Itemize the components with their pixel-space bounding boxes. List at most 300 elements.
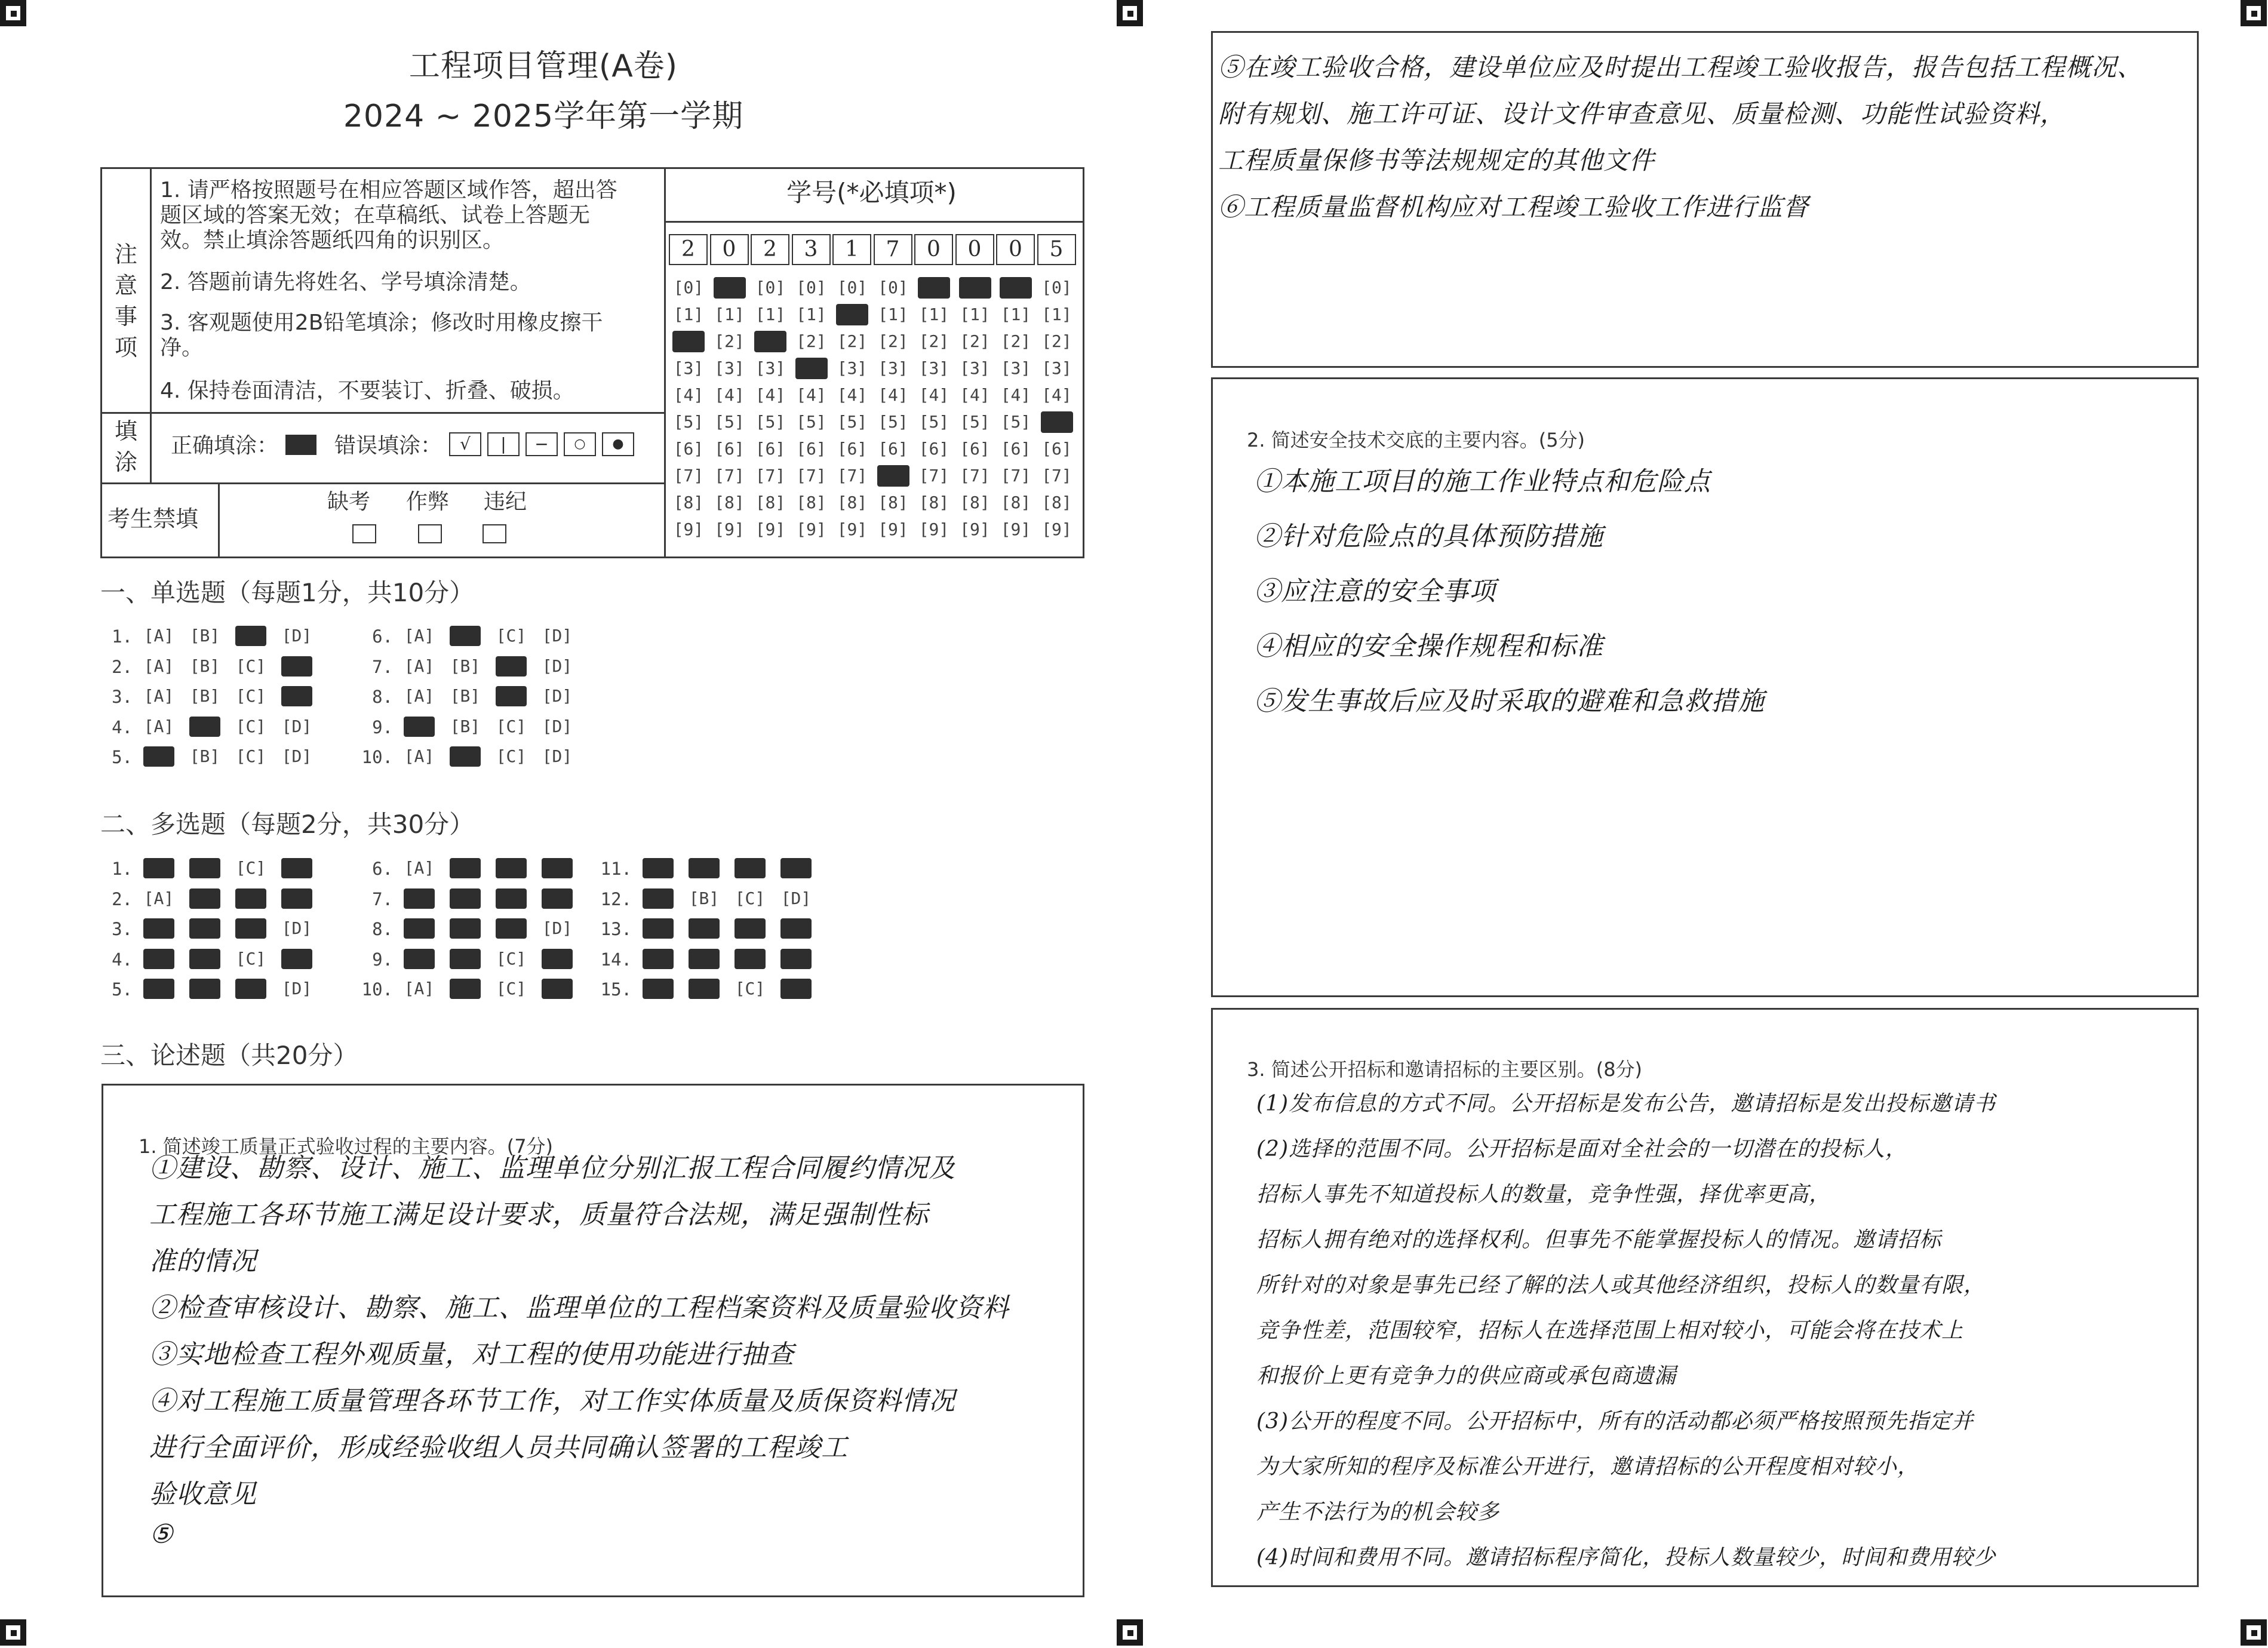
multi_choice-q10-option-c[interactable]: [C]: [496, 979, 527, 998]
id-bubble-col4-7[interactable]: [7]: [837, 466, 868, 485]
multi_choice-q15-option-b[interactable]: [689, 979, 720, 999]
q1-lines-line-6: ④对工程施工质量管理各环节工作，对工作实体质量及质保资料情况: [149, 1386, 955, 1416]
single_choice-q7-option-c[interactable]: [496, 656, 527, 677]
id-bubble-col1-7[interactable]: [7]: [714, 466, 745, 485]
id-bubble-col3-3[interactable]: [795, 358, 828, 379]
id-bubble-col8-2[interactable]: [2]: [1000, 331, 1031, 351]
multi_choice-q5-option-b[interactable]: [189, 979, 220, 999]
single_choice-q8-option-c[interactable]: [496, 686, 527, 706]
id-bubble-col3-7[interactable]: [7]: [796, 466, 826, 485]
multi_choice-q4-number: 4.: [112, 949, 133, 970]
id-bubble-col2-5[interactable]: [5]: [755, 412, 786, 432]
single_choice-q8-option-d[interactable]: [D]: [542, 686, 573, 706]
absent-checkbox[interactable]: [352, 524, 376, 543]
wrong-mark-circle: ○: [564, 432, 596, 456]
id-bubble-col9-7[interactable]: [7]: [1041, 466, 1072, 485]
single_choice-q3-number: 3.: [112, 687, 133, 707]
id-bubble-col2-3[interactable]: [3]: [755, 358, 786, 378]
id-bubble-col6-8[interactable]: [8]: [918, 493, 949, 512]
forbidden-label: 考生禁填: [107, 506, 199, 532]
id-bubble-col3-1[interactable]: [1]: [796, 305, 826, 324]
id-bubble-col3-4[interactable]: [4]: [796, 385, 826, 405]
corner-mark-bottom-left: [0, 1619, 26, 1646]
id-bubble-col9-9[interactable]: [9]: [1041, 519, 1072, 539]
single_choice-q2-number: 2.: [112, 656, 133, 677]
single_choice-q6-option-d[interactable]: [D]: [542, 626, 573, 645]
id-bubble-col2-8[interactable]: [8]: [755, 493, 786, 512]
q1-lines-line-9: ⑤: [149, 1519, 174, 1549]
fill-correct-label: 正确填涂：: [171, 433, 279, 458]
q3-lines-line-5: 所针对的对象是事先已经了解的法人或其他经济组织，投标人的数量有限，: [1256, 1273, 1986, 1298]
multi_choice-q6-number: 6.: [372, 859, 393, 879]
single_choice-q7-number: 7.: [372, 656, 393, 677]
multi_choice-q14-option-d[interactable]: [780, 949, 812, 969]
notice-item-3: 3. 客观题使用2B铅笔填涂；修改时用橡皮擦干净。: [160, 310, 603, 360]
essay-title: 三、论述题（共20分）: [100, 1041, 358, 1070]
single_choice-q10-number: 10.: [361, 747, 393, 767]
multi_choice-q15-option-c[interactable]: [C]: [735, 979, 766, 998]
single_choice-q9-option-c[interactable]: [C]: [496, 716, 527, 736]
id-bubble-col5-6[interactable]: [6]: [878, 439, 908, 459]
q1c-lines-line-4: ⑥工程质量监督机构应对工程竣工验收工作进行监督: [1218, 192, 1809, 222]
id-bubble-col9-0[interactable]: [0]: [1041, 278, 1072, 297]
id-bubble-col0-3[interactable]: [3]: [673, 358, 704, 378]
single_choice-q9-option-d[interactable]: [D]: [542, 716, 573, 736]
id-bubble-col2-2[interactable]: [754, 331, 786, 352]
id-bubble-col3-2[interactable]: [2]: [796, 331, 826, 351]
multi_choice-q1-option-c[interactable]: [C]: [235, 858, 266, 878]
multi_choice-q12-number: 12.: [600, 888, 632, 909]
multi_choice-q12-option-c[interactable]: [C]: [735, 888, 766, 908]
multi_choice-q8-option-b[interactable]: [450, 918, 481, 939]
multi_choice-q10-option-a[interactable]: [A]: [404, 979, 435, 998]
single_choice-q8-number: 8.: [372, 687, 393, 707]
multi_choice-q14-option-a[interactable]: [643, 949, 674, 969]
q3-lines-line-3: 招标人事先不知道投标人的数量，竞争性强，择优率更高，: [1256, 1182, 1831, 1207]
single_choice-q10-option-d[interactable]: [D]: [542, 746, 573, 766]
q2-lines-line-4: ④相应的安全操作规程和标准: [1254, 631, 1603, 662]
multi_choice-q15-option-a[interactable]: [643, 979, 674, 999]
single_choice-q9-option-a[interactable]: [404, 717, 435, 737]
corner-mark-top-middle: [1117, 0, 1143, 26]
single_choice-q7-option-d[interactable]: [D]: [542, 656, 573, 676]
id-bubble-col5-7[interactable]: [877, 465, 909, 487]
multi_choice-q15-option-d[interactable]: [780, 979, 812, 999]
id-bubble-col7-7[interactable]: [7]: [960, 466, 990, 485]
single_choice-q1-option-d[interactable]: [D]: [281, 626, 312, 645]
multi_choice-q1-option-d[interactable]: [281, 858, 312, 878]
multi_choice-q3-number: 3.: [112, 919, 133, 939]
id-bubble-col8-4[interactable]: [4]: [1000, 385, 1031, 405]
single_choice-q1-option-a[interactable]: [A]: [143, 626, 174, 645]
multi-choice-title: 二、多选题（每题2分，共30分）: [100, 810, 475, 839]
multi_choice-q14-number: 14.: [600, 949, 632, 970]
single-choice-title: 一、单选题（每题1分，共10分）: [100, 578, 475, 607]
student-id-digit-4: 1: [832, 234, 871, 265]
multi_choice-q5-option-d[interactable]: [D]: [281, 979, 312, 998]
single_choice-q5-option-b[interactable]: [B]: [189, 746, 220, 766]
id-bubble-col0-0[interactable]: [0]: [673, 278, 704, 297]
id-bubble-col0-4[interactable]: [4]: [673, 385, 704, 405]
multi_choice-q3-option-c[interactable]: [235, 918, 266, 939]
id-bubble-col7-9[interactable]: [9]: [960, 519, 990, 539]
single_choice-q1-option-c[interactable]: [235, 626, 266, 646]
multi_choice-q7-number: 7.: [372, 888, 393, 909]
id-bubble-col4-1[interactable]: [836, 304, 868, 325]
id-bubble-col3-6[interactable]: [6]: [796, 439, 826, 459]
q1c-lines-line-2: 附有规划、施工许可证、设计文件审查意见、质量检测、功能性试验资料，: [1218, 99, 2066, 128]
id-bubble-col5-8[interactable]: [8]: [878, 493, 908, 512]
multi_choice-q7-option-b[interactable]: [450, 888, 481, 909]
multi_choice-q3-option-b[interactable]: [189, 918, 220, 939]
id-bubble-col6-6[interactable]: [6]: [918, 439, 949, 459]
multi_choice-q14-option-c[interactable]: [735, 949, 766, 969]
multi_choice-q1-number: 1.: [112, 859, 133, 879]
student-id-digit-9: 5: [1037, 234, 1076, 265]
single_choice-q8-option-b[interactable]: [B]: [450, 686, 481, 706]
student-id-digit-6: 0: [914, 234, 953, 265]
multi_choice-q2-option-c[interactable]: [235, 888, 266, 909]
single_choice-q2-option-a[interactable]: [A]: [143, 656, 174, 676]
id-bubble-col3-5[interactable]: [5]: [796, 412, 826, 432]
id-bubble-col3-8[interactable]: [8]: [796, 493, 826, 512]
id-bubble-col5-1[interactable]: [1]: [878, 305, 908, 324]
id-bubble-col6-5[interactable]: [5]: [918, 412, 949, 432]
corner-mark-top-right: [2241, 0, 2267, 26]
student-id-title-divider: [664, 221, 1084, 223]
multi_choice-q12-option-a[interactable]: [643, 888, 674, 909]
multi_choice-q9-option-a[interactable]: [404, 949, 435, 969]
multi_choice-q8-option-a[interactable]: [404, 918, 435, 939]
id-bubble-col7-5[interactable]: [5]: [960, 412, 990, 432]
single_choice-q10-option-b[interactable]: [450, 746, 481, 767]
id-bubble-col2-1[interactable]: [1]: [755, 305, 786, 324]
single_choice-q4-option-a[interactable]: [A]: [143, 716, 174, 736]
id-bubble-col1-4[interactable]: [4]: [714, 385, 745, 405]
q3-lines-line-4: 招标人拥有绝对的选择权利。但事先不能掌握投标人的情况。邀请招标: [1256, 1228, 1942, 1252]
multi_choice-q9-option-c[interactable]: [C]: [496, 948, 527, 968]
forbidden-cheat-label: 作弊: [406, 490, 450, 514]
single_choice-q4-option-d[interactable]: [D]: [281, 716, 312, 736]
id-bubble-col5-9[interactable]: [9]: [878, 519, 908, 539]
wrong-mark-dash: −: [525, 432, 558, 456]
multi_choice-q7-option-d[interactable]: [542, 888, 573, 909]
q2-lines-line-2: ②针对危险点的具体预防措施: [1254, 521, 1603, 552]
id-bubble-col6-4[interactable]: [4]: [918, 385, 949, 405]
q1c-lines-line-1: ⑤在竣工验收合格，建设单位应及时提出工程竣工验收报告，报告包括工程概况、: [1218, 53, 2143, 82]
q1-lines-line-7: 进行全面评价，形成经验收组人员共同确认签署的工程竣工: [149, 1432, 848, 1463]
id-bubble-col2-6[interactable]: [6]: [755, 439, 786, 459]
single_choice-q1-option-b[interactable]: [B]: [189, 626, 220, 645]
id-bubble-col1-8[interactable]: [8]: [714, 493, 745, 512]
id-bubble-col7-0[interactable]: [959, 277, 991, 299]
id-bubble-col4-5[interactable]: [5]: [837, 412, 868, 432]
single_choice-q6-number: 6.: [372, 626, 393, 647]
q3-lines-line-6: 竞争性差，范围较窄，招标人在选择范围上相对较小，可能会将在技术上: [1256, 1318, 1964, 1343]
q3-lines-line-9: 为大家所知的程序及标准公开进行，邀请招标的公开程度相对较小，: [1256, 1455, 1920, 1479]
id-bubble-col5-4[interactable]: [4]: [878, 385, 908, 405]
forbidden-violation-label: 违纪: [484, 490, 527, 514]
fill-wrong-label: 错误填涂：: [334, 433, 442, 458]
id-bubble-col4-9[interactable]: [9]: [837, 519, 868, 539]
single_choice-q5-option-a[interactable]: [143, 746, 174, 767]
id-bubble-col4-3[interactable]: [3]: [837, 358, 868, 378]
q3-lines-line-8: (3)公开的程度不同。公开招标中，所有的活动都必须严格按照预先指定并: [1256, 1409, 1974, 1434]
multi_choice-q8-option-d[interactable]: [D]: [542, 918, 573, 938]
single_choice-q10-option-a[interactable]: [A]: [404, 746, 435, 766]
forbidden-absent-label: 缺考: [327, 490, 371, 514]
student-id-digit-0: 2: [669, 234, 708, 265]
single_choice-q3-option-c[interactable]: [C]: [235, 686, 266, 706]
multi_choice-q4-option-c[interactable]: [C]: [235, 948, 266, 968]
wrong-mark-dot: ●: [602, 432, 634, 456]
q2-lines-line-1: ①本施工项目的施工作业特点和危险点: [1254, 466, 1711, 497]
single_choice-q10-option-c[interactable]: [C]: [496, 746, 527, 766]
id-bubble-col0-2[interactable]: [672, 331, 705, 352]
id-bubble-col7-8[interactable]: [8]: [960, 493, 990, 512]
multi_choice-q11-number: 11.: [600, 859, 632, 879]
q3-lines-line-2: (2)选择的范围不同。公开招标是面对全社会的一切潜在的投标人，: [1256, 1137, 1907, 1161]
q1-lines-line-8: 验收意见: [149, 1479, 257, 1509]
multi_choice-q3-option-d[interactable]: [D]: [281, 918, 312, 938]
id-bubble-col2-4[interactable]: [4]: [755, 385, 786, 405]
student-id-digit-7: 0: [955, 234, 994, 265]
multi_choice-q6-option-b[interactable]: [450, 858, 481, 878]
q3-lines-line-7: 和报价上更有竞争力的供应商或承包商遗漏: [1256, 1364, 1677, 1388]
id-bubble-col1-2[interactable]: [2]: [714, 331, 745, 351]
id-bubble-col9-2[interactable]: [2]: [1041, 331, 1072, 351]
student-id-digit-2: 2: [751, 234, 789, 265]
id-bubble-col4-6[interactable]: [6]: [837, 439, 868, 459]
notice-item-2: 2. 答题前请先将姓名、学号填涂清楚。: [160, 270, 531, 294]
id-bubble-col6-7[interactable]: [7]: [918, 466, 949, 485]
multi_choice-q5-option-a[interactable]: [143, 979, 174, 999]
multi_choice-q1-option-b[interactable]: [189, 858, 220, 878]
corner-mark-bottom-middle: [1117, 1619, 1143, 1646]
multi_choice-q4-option-b[interactable]: [189, 949, 220, 969]
id-bubble-col6-2[interactable]: [2]: [918, 331, 949, 351]
single_choice-q2-option-c[interactable]: [C]: [235, 656, 266, 676]
id-bubble-col0-9[interactable]: [9]: [673, 519, 704, 539]
id-bubble-col0-1[interactable]: [1]: [673, 305, 704, 324]
multi_choice-q13-option-d[interactable]: [780, 918, 812, 939]
wrong-mark-bar: |: [487, 432, 520, 456]
student-id-digit-3: 3: [792, 234, 831, 265]
id-bubble-col5-0[interactable]: [0]: [878, 278, 908, 297]
q1-lines-line-5: ③实地检查工程外观质量，对工程的使用功能进行抽查: [149, 1339, 794, 1370]
id-bubble-col7-1[interactable]: [1]: [960, 305, 990, 324]
multi_choice-q6-option-d[interactable]: [542, 858, 573, 878]
id-bubble-col8-9[interactable]: [9]: [1000, 519, 1031, 539]
multi_choice-q11-option-a[interactable]: [643, 858, 674, 878]
multi_choice-q7-option-c[interactable]: [496, 888, 527, 909]
multi_choice-q7-option-a[interactable]: [404, 888, 435, 909]
id-bubble-col8-3[interactable]: [3]: [1000, 358, 1031, 378]
multi_choice-q10-option-d[interactable]: [542, 979, 573, 999]
multi_choice-q11-option-d[interactable]: [780, 858, 812, 878]
exam-term: 2024 ~ 2025学年第一学期: [343, 99, 744, 134]
single_choice-q3-option-d[interactable]: [281, 686, 312, 706]
id-bubble-col6-3[interactable]: [3]: [918, 358, 949, 378]
id-bubble-col6-1[interactable]: [1]: [918, 305, 949, 324]
q3-lines-line-11: (4)时间和费用不同。邀请招标程序简化，投标人数量较少，时间和费用较少: [1256, 1545, 1996, 1570]
id-bubble-col9-3[interactable]: [3]: [1041, 358, 1072, 378]
essay-q2-prompt: 2. 简述安全技术交底的主要内容。(5分): [1247, 429, 1585, 451]
single_choice-q9-number: 9.: [372, 717, 393, 737]
q1-lines-line-4: ②检查审核设计、勘察、施工、监理单位的工程档案资料及质量验收资料: [149, 1293, 1009, 1323]
single_choice-q7-option-a[interactable]: [A]: [404, 656, 435, 676]
multi_choice-q13-option-a[interactable]: [643, 918, 674, 939]
multi_choice-q8-option-c[interactable]: [496, 918, 527, 939]
multi_choice-q1-option-a[interactable]: [143, 858, 174, 878]
student-id-title: 学号(*必填项*): [786, 178, 957, 207]
fill-wrong-samples: [449, 432, 634, 456]
essay-q1-prompt: 1. 简述竣工质量正式验收过程的主要内容。(7分): [139, 1135, 554, 1158]
single_choice-q7-option-b[interactable]: [B]: [450, 656, 481, 676]
id-bubble-col6-0[interactable]: [918, 277, 950, 299]
multi_choice-q12-option-d[interactable]: [D]: [780, 888, 812, 908]
violation-checkbox[interactable]: [483, 524, 506, 543]
id-bubble-col4-2[interactable]: [2]: [837, 331, 868, 351]
id-bubble-col5-3[interactable]: [3]: [878, 358, 908, 378]
student-id-digit-8: 0: [996, 234, 1035, 265]
id-bubble-col9-8[interactable]: [8]: [1041, 493, 1072, 512]
wrong-mark-check: √: [449, 432, 481, 456]
multi_choice-q14-option-b[interactable]: [689, 949, 720, 969]
id-bubble-col1-3[interactable]: [3]: [714, 358, 745, 378]
q1-lines-line-3: 准的情况: [149, 1246, 257, 1277]
id-bubble-col0-8[interactable]: [8]: [673, 493, 704, 512]
id-bubble-col9-1[interactable]: [1]: [1041, 305, 1072, 324]
corner-mark-top-left: [0, 0, 26, 26]
multi_choice-q9-option-b[interactable]: [450, 949, 481, 969]
id-bubble-col7-6[interactable]: [6]: [960, 439, 990, 459]
single_choice-q8-option-a[interactable]: [A]: [404, 686, 435, 706]
notice-item-4: 4. 保持卷面清洁，不要装订、折叠、破损。: [160, 379, 574, 403]
exam-title: 工程项目管理(A卷): [408, 48, 678, 84]
single_choice-q6-option-c[interactable]: [C]: [496, 626, 527, 645]
id-bubble-col4-0[interactable]: [0]: [837, 278, 868, 297]
single_choice-q2-option-d[interactable]: [281, 656, 312, 677]
id-bubble-col8-8[interactable]: [8]: [1000, 493, 1031, 512]
id-bubble-col8-0[interactable]: [1000, 277, 1032, 299]
notice-label: 注意事项: [114, 241, 137, 361]
id-bubble-col2-0[interactable]: [0]: [755, 278, 786, 297]
id-bubble-col1-6[interactable]: [6]: [714, 439, 745, 459]
multi_choice-q2-option-d[interactable]: [281, 888, 312, 909]
id-bubble-col5-5[interactable]: [5]: [878, 412, 908, 432]
id-bubble-col8-6[interactable]: [6]: [1000, 439, 1031, 459]
multi_choice-q11-option-c[interactable]: [735, 858, 766, 878]
multi_choice-q8-number: 8.: [372, 919, 393, 939]
id-bubble-col4-8[interactable]: [8]: [837, 493, 868, 512]
q3-lines-line-10: 产生不法行为的机会较多: [1256, 1500, 1500, 1524]
multi_choice-q13-option-c[interactable]: [735, 918, 766, 939]
q2-lines-line-3: ③应注意的安全事项: [1254, 576, 1496, 607]
multi_choice-q6-option-a[interactable]: [A]: [404, 858, 435, 878]
single_choice-q5-option-d[interactable]: [D]: [281, 746, 312, 766]
id-bubble-col9-4[interactable]: [4]: [1041, 385, 1072, 405]
multi_choice-q3-option-a[interactable]: [143, 918, 174, 939]
id-bubble-col1-9[interactable]: [9]: [714, 519, 745, 539]
multi_choice-q2-option-a[interactable]: [A]: [143, 888, 174, 908]
id-bubble-col9-6[interactable]: [6]: [1041, 439, 1072, 459]
id-bubble-col8-7[interactable]: [7]: [1000, 466, 1031, 485]
q3-lines-line-1: (1)发布信息的方式不同。公开招标是发布公告，邀请招标是发出投标邀请书: [1256, 1092, 1996, 1116]
multi_choice-q4-option-a[interactable]: [143, 949, 174, 969]
id-bubble-col6-9[interactable]: [9]: [918, 519, 949, 539]
id-bubble-col0-5[interactable]: [5]: [673, 412, 704, 432]
id-bubble-col1-0[interactable]: [714, 277, 746, 299]
q2-lines-line-5: ⑤发生事故后应及时采取的避难和急救措施: [1254, 686, 1765, 717]
single_choice-q6-option-b[interactable]: [450, 626, 481, 646]
single_choice-q4-number: 4.: [112, 717, 133, 737]
single_choice-q1-number: 1.: [112, 626, 133, 647]
multi_choice-q4-option-d[interactable]: [281, 949, 312, 969]
multi_choice-q10-number: 10.: [361, 979, 393, 1000]
id-bubble-col2-7[interactable]: [7]: [755, 466, 786, 485]
multi_choice-q2-option-b[interactable]: [189, 888, 220, 909]
cheat-checkbox[interactable]: [418, 524, 442, 543]
student-id-digit-5: 7: [874, 234, 912, 265]
id-bubble-col1-1[interactable]: [1]: [714, 305, 745, 324]
multi_choice-q2-number: 2.: [112, 888, 133, 909]
multi_choice-q9-option-d[interactable]: [542, 949, 573, 969]
id-bubble-col9-5[interactable]: [1041, 411, 1073, 433]
id-bubble-col3-9[interactable]: [9]: [796, 519, 826, 539]
multi_choice-q12-option-b[interactable]: [B]: [689, 888, 720, 908]
single_choice-q3-option-a[interactable]: [A]: [143, 686, 174, 706]
single_choice-q3-option-b[interactable]: [B]: [189, 686, 220, 706]
fill-label: 填涂: [114, 418, 137, 475]
multi_choice-q5-option-c[interactable]: [235, 979, 266, 999]
id-bubble-col2-9[interactable]: [9]: [755, 519, 786, 539]
multi_choice-q6-option-c[interactable]: [496, 858, 527, 878]
single_choice-q4-option-b[interactable]: [189, 717, 220, 737]
id-bubble-col4-4[interactable]: [4]: [837, 385, 868, 405]
id-bubble-col7-4[interactable]: [4]: [960, 385, 990, 405]
multi_choice-q10-option-b[interactable]: [450, 979, 481, 999]
multi_choice-q13-number: 13.: [600, 919, 632, 939]
notice-item-1: 1. 请严格按照题号在相应答题区域作答，超出答题区域的答案无效；在草稿纸、试卷上答题无效。禁止填涂答题纸四角的识别区。: [160, 178, 617, 253]
multi_choice-q9-number: 9.: [372, 949, 393, 970]
id-bubble-col3-0[interactable]: [0]: [796, 278, 826, 297]
fill-correct-sample: [285, 435, 316, 455]
id-bubble-col8-5[interactable]: [5]: [1000, 412, 1031, 432]
essay-q3-prompt: 3. 简述公开招标和邀请招标的主要区别。(8分): [1247, 1058, 1643, 1081]
student-id-digit-1: 0: [710, 234, 749, 265]
q1c-lines-line-3: 工程质量保修书等法规规定的其他文件: [1218, 146, 1655, 175]
corner-mark-bottom-right: [2241, 1619, 2267, 1646]
id-bubble-col8-1[interactable]: [1]: [1000, 305, 1031, 324]
multi_choice-q5-number: 5.: [112, 979, 133, 1000]
multi_choice-q13-option-b[interactable]: [689, 918, 720, 939]
multi_choice-q11-option-b[interactable]: [689, 858, 720, 878]
single_choice-q5-option-c[interactable]: [C]: [235, 746, 266, 766]
single_choice-q6-option-a[interactable]: [A]: [404, 626, 435, 645]
id-bubble-col1-5[interactable]: [5]: [714, 412, 745, 432]
id-bubble-col0-6[interactable]: [6]: [673, 439, 704, 459]
single_choice-q9-option-b[interactable]: [B]: [450, 716, 481, 736]
id-bubble-col0-7[interactable]: [7]: [673, 466, 704, 485]
id-bubble-col5-2[interactable]: [2]: [878, 331, 908, 351]
id-bubble-col7-2[interactable]: [2]: [960, 331, 990, 351]
id-bubble-col7-3[interactable]: [3]: [960, 358, 990, 378]
q1-lines-line-1: ①建设、勘察、设计、施工、监理单位分别汇报工程合同履约情况及: [149, 1153, 955, 1183]
single_choice-q4-option-c[interactable]: [C]: [235, 716, 266, 736]
single_choice-q5-number: 5.: [112, 747, 133, 767]
single_choice-q2-option-b[interactable]: [B]: [189, 656, 220, 676]
